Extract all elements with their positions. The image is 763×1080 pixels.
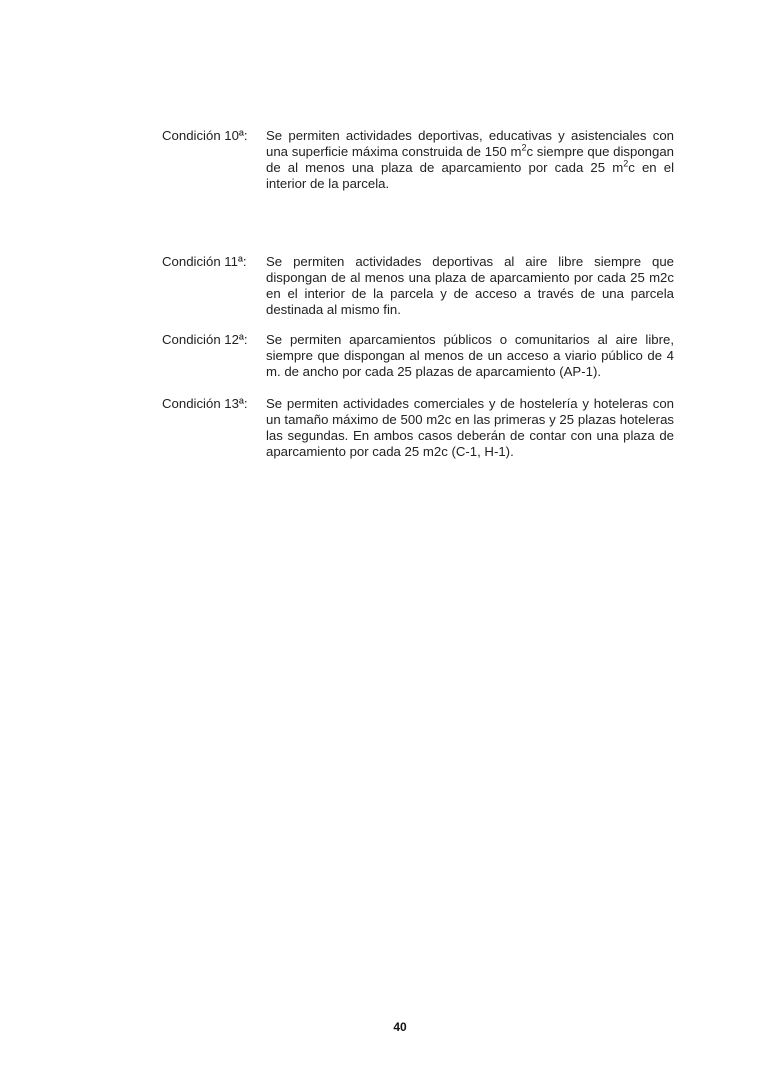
- condition-text: Se permiten aparcamientos públicos o comunitarios al aire libre, siempre que dispongan al menos de un acceso a viario público de 4 m. de ancho por cada 25 plazas de aparcamiento (AP-1).: [266, 332, 674, 379]
- condition-text-part: c en el interior de la parcela.: [266, 160, 674, 191]
- condition-11: [162, 254, 674, 318]
- condition-label: Condición 10ª:: [162, 128, 248, 143]
- condition-text: Se permiten actividades deportivas al aire libre siempre que dispongan de al menos una plaza de aparcamiento por cada 25 m2c en el interior de la parcela y de acceso a través de una parcela destinada al mismo fin.: [266, 254, 674, 317]
- condition-10: [162, 128, 674, 192]
- condition-text: Se permiten actividades comerciales y de hostelería y hoteleras con un tamaño máximo de 500 m2c en las primeras y 25 plazas hoteleras las segundas. En ambos casos deberán de contar con una plaza de aparcamiento por cada 25 m2c (C-1, H-1).: [266, 396, 674, 459]
- condition-label: Condición 12ª:: [162, 332, 248, 347]
- condition-text-part: c siempre que dispongan de al menos una plaza de aparcamiento por cada 25 m: [266, 144, 675, 175]
- superscript: 2: [623, 158, 629, 169]
- condition-12: [162, 332, 674, 380]
- condition-text: [266, 128, 674, 192]
- condition-text-part: Se permiten actividades deportivas, educativas y asistenciales con una superficie máxima construida de 150 m: [266, 128, 674, 159]
- superscript: 2: [521, 142, 527, 153]
- condition-label: Condición 11ª:: [162, 254, 247, 269]
- condition-label: Condición 13ª:: [162, 396, 248, 411]
- condition-13: [162, 396, 674, 460]
- page-number: 40: [393, 1020, 407, 1034]
